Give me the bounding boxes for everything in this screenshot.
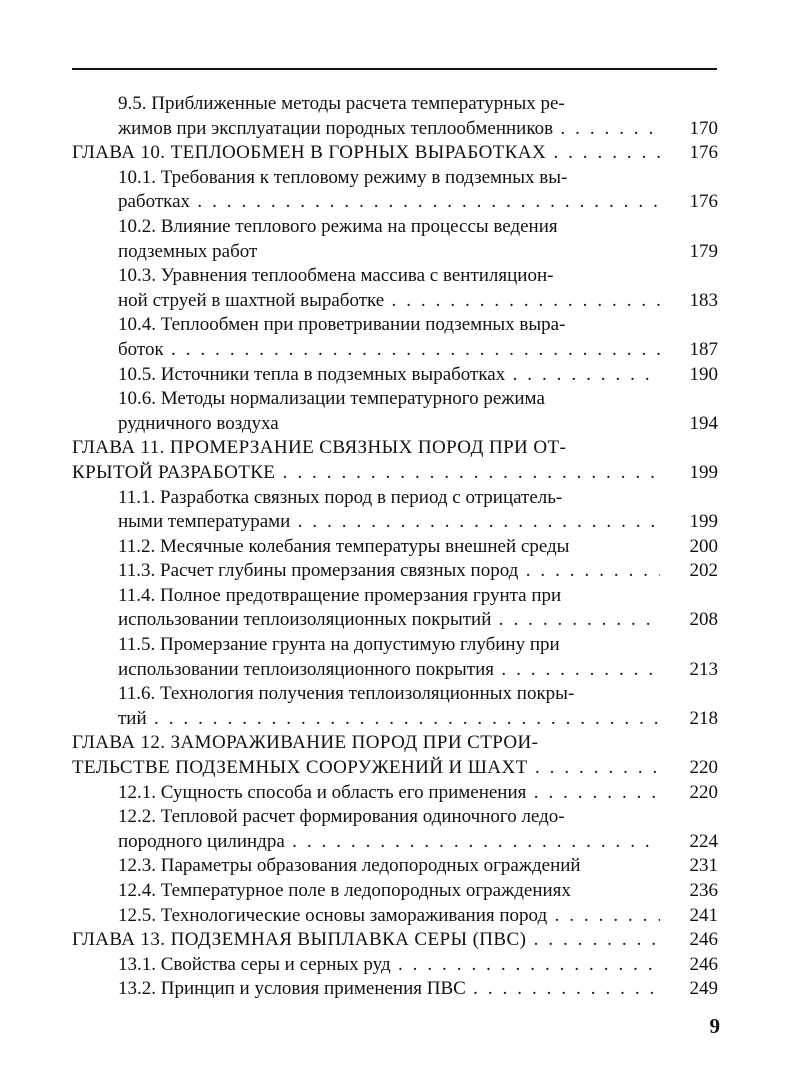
toc-entry-title: ГЛАВА 13. ПОДЗЕМНАЯ ВЫПЛАВКА СЕРЫ (ПВС) . . . — [72, 928, 715, 953]
toc-entry-page: 187 — [660, 338, 718, 363]
toc-chapter-line — [0, 436, 787, 461]
toc-section-line — [0, 117, 787, 142]
toc-chapter-line — [0, 141, 787, 166]
toc-entry-page: 170 — [660, 117, 718, 142]
toc-section-line — [0, 338, 787, 363]
toc-entry-page: 218 — [660, 707, 718, 732]
toc-section-line — [0, 830, 787, 855]
toc-entry-title: 10.5. Источники тепла в подземных выработках . . . — [118, 363, 715, 388]
toc-entry-title: работках . . . — [118, 190, 715, 215]
toc-entry-page: 241 — [660, 904, 718, 929]
toc-entry-title: породного цилиндра . . . — [118, 830, 715, 855]
toc-chapter-line — [0, 731, 787, 756]
toc-section-line — [0, 805, 787, 830]
toc-entry-page: 190 — [660, 363, 718, 388]
toc-section-line — [0, 264, 787, 289]
toc-entry-page: 246 — [660, 928, 718, 953]
toc-entry-title: жимов при эксплуатации породных теплообменников . . . — [118, 117, 715, 142]
toc-section-line — [0, 412, 787, 437]
toc-section-line — [0, 781, 787, 806]
toc-chapter-line — [0, 928, 787, 953]
toc-entry-page: 200 — [660, 535, 718, 560]
toc-entry-page: 199 — [660, 510, 718, 535]
toc-entry-title: КРЫТОЙ РАЗРАБОТКЕ . . . — [72, 461, 715, 486]
toc-entry-page: 246 — [660, 953, 718, 978]
toc-section-line — [0, 166, 787, 191]
toc-entry-title: 12.4. Температурное поле в ледопородных ограждениях — [118, 880, 571, 901]
toc-section-line — [0, 584, 787, 609]
toc-section-line — [0, 289, 787, 314]
toc-entry-page: 194 — [660, 412, 718, 437]
top-rule — [72, 68, 717, 70]
toc-entry-page: 208 — [660, 608, 718, 633]
toc-entry-title: подземных работ — [118, 240, 258, 262]
toc-section-line — [0, 707, 787, 732]
toc-entry-title: 10.2. Влияние теплового режима на процессы ведения — [118, 215, 558, 237]
toc-entry-title: ТЕЛЬСТВЕ ПОДЗЕМНЫХ СООРУЖЕНИЙ И ШАХТ . . . — [72, 756, 715, 781]
page-number: 9 — [709, 1014, 720, 1038]
toc-section-line — [0, 313, 787, 338]
toc-entry-title: 11.3. Расчет глубины промерзания связных пород . . . — [118, 559, 715, 584]
toc-section-line — [0, 240, 787, 265]
table-of-contents — [0, 92, 787, 1002]
toc-entry-title: 12.1. Сущность способа и область его применения . . . — [118, 781, 715, 806]
toc-section-line — [0, 486, 787, 511]
toc-entry-title: 11.5. Промерзание грунта на допустимую глубину при — [118, 634, 560, 656]
toc-entry-page: 220 — [660, 756, 718, 781]
toc-section-line — [0, 510, 787, 535]
toc-section-line — [0, 215, 787, 240]
toc-section-line — [0, 854, 787, 879]
toc-entry-title: 12.2. Тепловой расчет формирования одиночного ледо- — [118, 806, 565, 828]
toc-entry-page: 176 — [660, 190, 718, 215]
toc-entry-title: ными температурами . . . — [118, 510, 715, 535]
toc-entry-title: использовании теплоизоляционного покрытия . . . — [118, 658, 715, 683]
toc-section-line — [0, 953, 787, 978]
toc-section-line — [0, 682, 787, 707]
toc-entry-page: 199 — [660, 461, 718, 486]
toc-entry-title: 13.2. Принцип и условия применения ПВС . . . — [118, 977, 715, 1002]
toc-entry-page: 183 — [660, 289, 718, 314]
toc-entry-title: ГЛАВА 12. ЗАМОРАЖИВАНИЕ ПОРОД ПРИ СТРОИ- — [72, 732, 539, 754]
toc-entry-page: 224 — [660, 830, 718, 855]
toc-entry-title: 11.4. Полное предотвращение промерзания грунта при — [118, 584, 562, 606]
toc-section-line — [0, 559, 787, 584]
toc-section-line — [0, 92, 787, 117]
toc-section-line — [0, 658, 787, 683]
toc-entry-title: 13.1. Свойства серы и серных руд . . . — [118, 953, 715, 978]
toc-section-line — [0, 190, 787, 215]
toc-section-line — [0, 387, 787, 412]
toc-entry-title: тий . . . — [118, 707, 715, 732]
toc-entry-page: 249 — [660, 977, 718, 1002]
toc-entry-title: 10.6. Методы нормализации температурного режима — [118, 388, 545, 410]
toc-chapter-line — [0, 461, 787, 486]
toc-entry-page: 220 — [660, 781, 718, 806]
toc-entry-page: 179 — [660, 240, 718, 265]
toc-entry-title: 9.5. Приближенные методы расчета температурных ре- — [118, 93, 565, 114]
toc-entry-page: 213 — [660, 658, 718, 683]
toc-section-line — [0, 977, 787, 1002]
toc-section-line — [0, 363, 787, 388]
toc-entry-page: 202 — [660, 559, 718, 584]
toc-entry-page: 236 — [660, 879, 718, 904]
toc-entry-title: использовании теплоизоляционных покрытий . . . — [118, 608, 715, 633]
toc-entry-title: 12.3. Параметры образования ледопородных ограждений — [118, 855, 581, 877]
toc-entry-title: ГЛАВА 10. ТЕПЛООБМЕН В ГОРНЫХ ВЫРАБОТКАХ . . . — [72, 141, 715, 166]
toc-entry-title: 11.6. Технология получения теплоизоляционных покры- — [118, 683, 575, 705]
toc-entry-title: рудничного воздуха — [118, 412, 279, 434]
toc-entry-page: 176 — [660, 141, 718, 166]
toc-entry-title: 10.1. Требования к тепловому режиму в подземных вы- — [118, 166, 568, 188]
toc-entry-title: 10.3. Уравнения теплообмена массива с вентиляцион- — [118, 265, 554, 287]
toc-entry-title: 11.1. Разработка связных пород в период с отрицатель- — [118, 486, 563, 508]
toc-entry-title: боток . . . — [118, 338, 715, 363]
toc-section-line — [0, 879, 787, 904]
toc-entry-title: ГЛАВА 11. ПРОМЕРЗАНИЕ СВЯЗНЫХ ПОРОД ПРИ ОТ- — [72, 437, 567, 459]
toc-entry-page: 231 — [660, 854, 718, 879]
toc-entry-title: 12.5. Технологические основы замораживания пород . . . — [118, 904, 715, 929]
toc-section-line — [0, 608, 787, 633]
toc-section-line — [0, 535, 787, 560]
toc-section-line — [0, 633, 787, 658]
toc-section-line — [0, 904, 787, 929]
toc-chapter-line — [0, 756, 787, 781]
toc-entry-title: ной струей в шахтной выработке . . . — [118, 289, 715, 314]
toc-entry-title: 11.2. Месячные колебания температуры внешней среды — [118, 535, 570, 557]
toc-entry-title: 10.4. Теплообмен при проветривании подземных выра- — [118, 314, 566, 336]
